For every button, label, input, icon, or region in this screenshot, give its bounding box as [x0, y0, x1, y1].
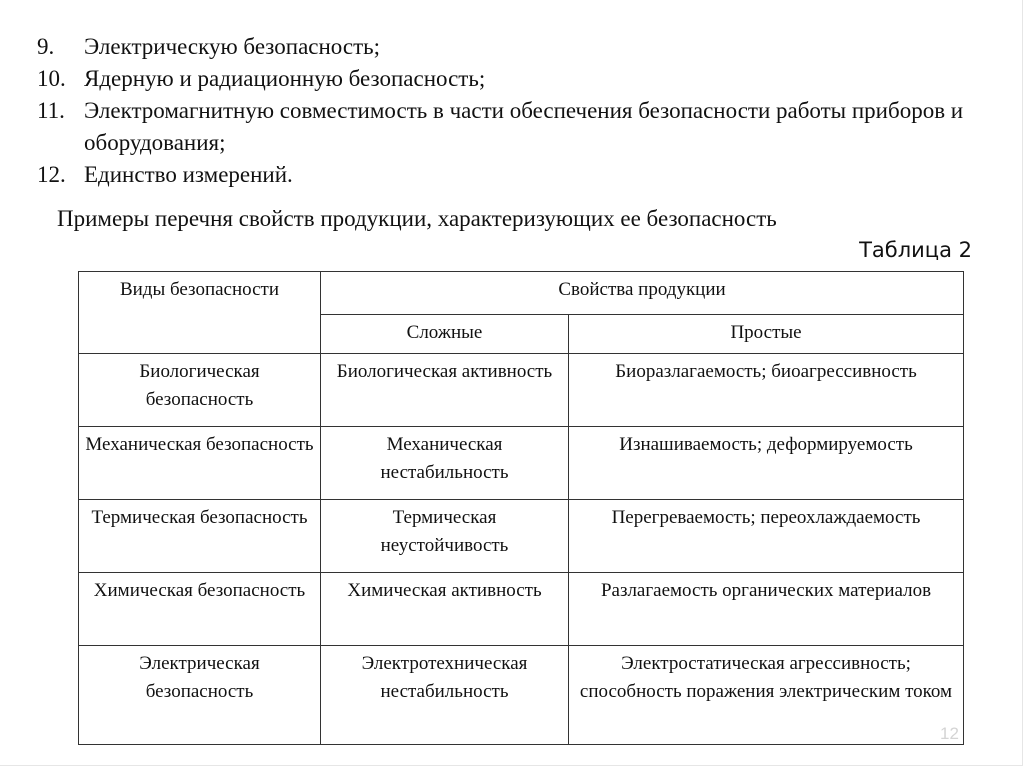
list-item — [37, 31, 997, 63]
list-item — [37, 159, 997, 191]
table-row — [79, 354, 964, 427]
list-item-number: 12. — [37, 162, 66, 187]
header-product-properties: Свойства продукции — [321, 272, 964, 315]
cell-simple: Электростатическая агрессивность; способность поражения электрическим током — [569, 646, 964, 745]
cell-safety-type: Химическая безопасность — [79, 573, 321, 646]
table-header-row — [79, 272, 964, 315]
cell-safety-type: Электрическая безопасность — [79, 646, 321, 745]
cell-safety-type: Термическая безопасность — [79, 500, 321, 573]
list-item-text: Ядерную и радиационную безопасность; — [84, 66, 486, 91]
cell-simple: Разлагаемость органических материалов — [569, 573, 964, 646]
cell-simple: Изнашиваемость; деформируемость — [569, 427, 964, 500]
cell-simple: Перегреваемость; переохлаждаемость — [569, 500, 964, 573]
table-row — [79, 500, 964, 573]
cell-complex: Биологическая активность — [321, 354, 569, 427]
cell-safety-type: Биологическая безопасность — [79, 354, 321, 427]
cell-complex: Химическая активность — [321, 573, 569, 646]
header-simple: Простые — [569, 315, 964, 354]
list-item-number: 9. — [37, 34, 55, 59]
cell-safety-type: Механическая безопасность — [79, 427, 321, 500]
cell-complex: Электротехническая нестабильность — [321, 646, 569, 745]
cell-complex: Механическая нестабильность — [321, 427, 569, 500]
header-complex: Сложные — [321, 315, 569, 354]
list-item-text: Электромагнитную совместимость в части обеспечения безопасности работы приборов и оборудования; — [84, 98, 964, 155]
table-row — [79, 427, 964, 500]
table-row — [79, 646, 964, 745]
table-label: Таблица 2 — [859, 238, 972, 262]
product-properties-table — [78, 271, 964, 745]
list-item-text: Единство измерений. — [84, 162, 293, 187]
cell-simple: Биоразлагаемость; биоагрессивность — [569, 354, 964, 427]
list-item-number: 10. — [37, 66, 66, 91]
table-caption: Примеры перечня свойств продукции, характеризующих ее безопасность — [57, 206, 777, 231]
cell-complex: Термическая неустойчивость — [321, 500, 569, 573]
requirements-list — [37, 31, 997, 191]
list-item-text: Электрическую безопасность; — [84, 34, 381, 59]
page-number: 12 — [940, 724, 959, 743]
header-safety-types: Виды безопасности — [79, 272, 321, 354]
list-item — [37, 63, 997, 95]
list-item-number: 11. — [37, 98, 65, 123]
list-item — [37, 95, 997, 159]
table-row — [79, 573, 964, 646]
